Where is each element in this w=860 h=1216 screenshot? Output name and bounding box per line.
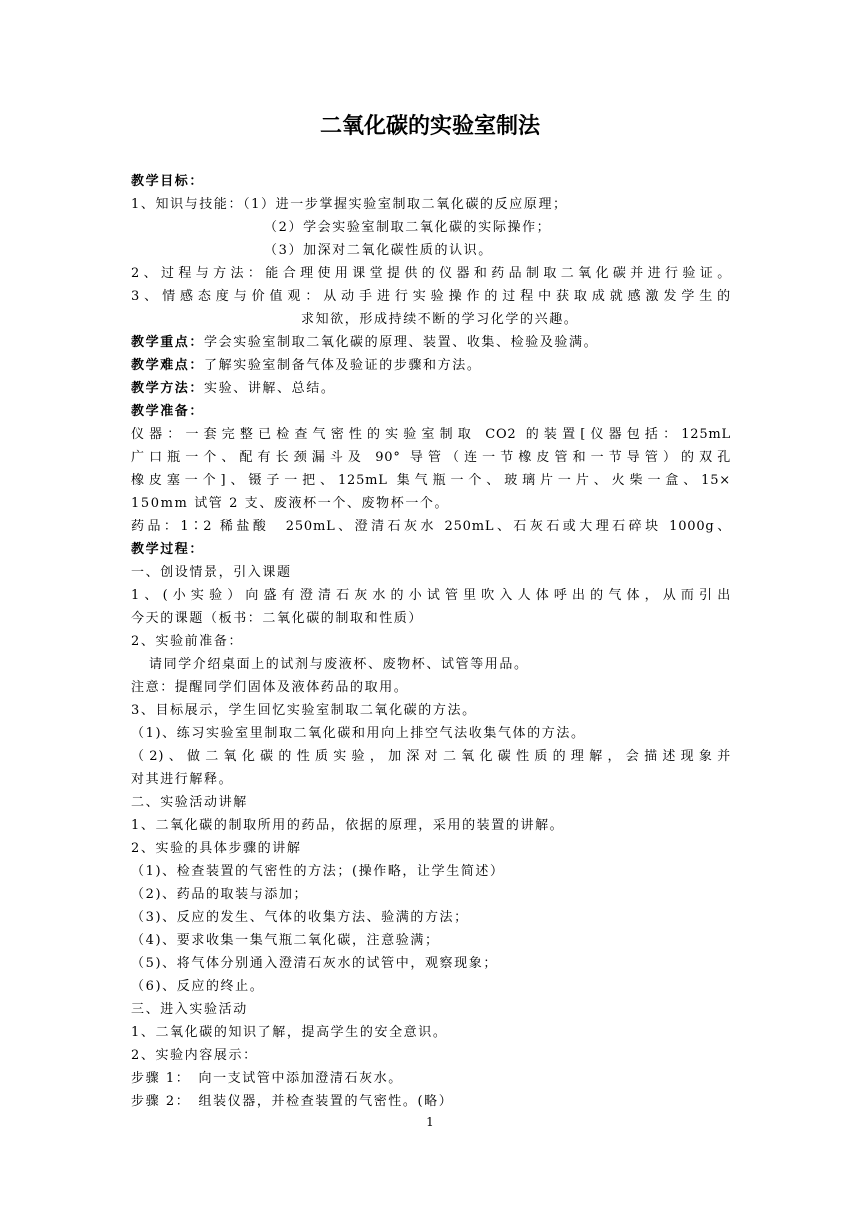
text-line: （2)、做二氧化碳的性质实验，加深对二氧化碳性质的理解，会描述现象并 bbox=[131, 749, 731, 764]
text-line bbox=[131, 538, 731, 561]
text-line: 2、实验的具体步骤的讲解 bbox=[131, 841, 302, 856]
text-line: 2、过程与方法：能合理使用课堂提供的仪器和药品制取二氧化碳并进行验证。 bbox=[131, 266, 731, 281]
text-line bbox=[131, 400, 731, 423]
text-line: 2、实验前准备： bbox=[131, 634, 244, 649]
text-line: （2）学会实验室制取二氧化碳的实际操作； bbox=[264, 220, 552, 235]
text-line: 3、情感态度与价值观：从动手进行实验操作的过程中获取成就感激发学生的 bbox=[131, 289, 731, 304]
section-label: 教学重点： bbox=[131, 335, 205, 350]
text-line: 今天的课题（板书：二氧化碳的制取和性质） bbox=[131, 611, 424, 626]
text-line: 步骤 2： 组装仪器，并检查装置的气密性。(略） bbox=[131, 1094, 454, 1109]
text-line: （4)、要求收集一集气瓶二氧化碳，注意验满； bbox=[131, 933, 440, 948]
section-label: 教学过程： bbox=[131, 542, 205, 557]
text-line: （1)、检查装置的气密性的方法；(操作略，让学生简述） bbox=[131, 864, 505, 879]
text-line: 药品：1∶2 稀盐酸 250mL、澄清石灰水 250mL、石灰石或大理石碎块 1000g、 bbox=[131, 519, 731, 534]
text-line: 注意：提醒同学们固体及液体药品的取用。 bbox=[131, 680, 409, 695]
page-number: 1 bbox=[426, 1115, 434, 1129]
text-line: 2、实验内容展示： bbox=[131, 1048, 258, 1063]
text-line: 广口瓶一个、配有长颈漏斗及 90° 导管（连一节橡皮管和一节导管）的双孔 bbox=[131, 450, 731, 465]
section-label: 教学方法： bbox=[131, 381, 205, 396]
document-body bbox=[131, 170, 731, 1113]
text-line: （3)、反应的发生、气体的收集方法、验满的方法； bbox=[131, 910, 469, 925]
text-line: （2)、药品的取装与添加； bbox=[131, 887, 309, 902]
section-label: 教学准备： bbox=[131, 404, 205, 419]
text-line: （6)、反应的终止。 bbox=[131, 979, 265, 994]
text-line: 教学重点：学会实验室制取二氧化碳的原理、装置、收集、检验及验满。 bbox=[131, 335, 599, 350]
text-line: 教学难点：了解实验室制备气体及验证的步骤和方法。 bbox=[131, 358, 482, 373]
text-line: （1)、练习实验室里制取二氧化碳和用向上排空气法收集气体的方法。 bbox=[131, 726, 586, 741]
text-line: 1、知识与技能：（1）进一步掌握实验室制取二氧化碳的反应原理； bbox=[131, 197, 568, 212]
text-line: 求知欲，形成持续不断的学习化学的兴趣。 bbox=[301, 312, 579, 327]
text-line: 150mm 试管 2 支、废液杯一个、废物杯一个。 bbox=[131, 496, 450, 511]
text-line: 请同学介绍桌面上的试剂与废液杯、废物杯、试管等用品。 bbox=[149, 657, 529, 672]
text-line: 橡皮塞一个]、镊子一把、125mL 集气瓶一个、玻璃片一片、火柴一盒、15× bbox=[131, 473, 731, 488]
text-line: 一、创设情景，引入课题 bbox=[131, 565, 292, 580]
text-line: 1、二氧化碳的制取所用的药品，依据的原理，采用的装置的讲解。 bbox=[131, 818, 565, 833]
text-line: 对其进行解释。 bbox=[131, 772, 234, 787]
page-title: 二氧化碳的实验室制法 bbox=[319, 114, 540, 139]
section-label: 教学难点： bbox=[131, 358, 205, 373]
text-line: 三、进入实验活动 bbox=[131, 1002, 248, 1017]
text-line: 仪器：一套完整已检查气密性的实验室制取 CO2 的装置[仪器包括：125mL bbox=[131, 427, 731, 442]
text-line bbox=[131, 170, 731, 193]
section-label: 教学目标： bbox=[131, 174, 205, 189]
text-line: 1、二氧化碳的知识了解，提高学生的安全意识。 bbox=[131, 1025, 448, 1040]
text-line: 二、实验活动讲解 bbox=[131, 795, 248, 810]
text-line: 步骤 1： 向一支试管中添加澄清石灰水。 bbox=[131, 1071, 403, 1086]
text-line: 1、(小实验）向盛有澄清石灰水的小试管里吹入人体呼出的气体，从而引出 bbox=[131, 588, 731, 603]
text-line: 教学方法：实验、讲解、总结。 bbox=[131, 381, 336, 396]
text-line: （3）加深对二氧化碳性质的认识。 bbox=[264, 243, 493, 258]
text-line: （5)、将气体分别通入澄清石灰水的试管中，观察现象； bbox=[131, 956, 498, 971]
text-line: 3、目标展示，学生回忆实验室制取二氧化碳的方法。 bbox=[131, 703, 477, 718]
